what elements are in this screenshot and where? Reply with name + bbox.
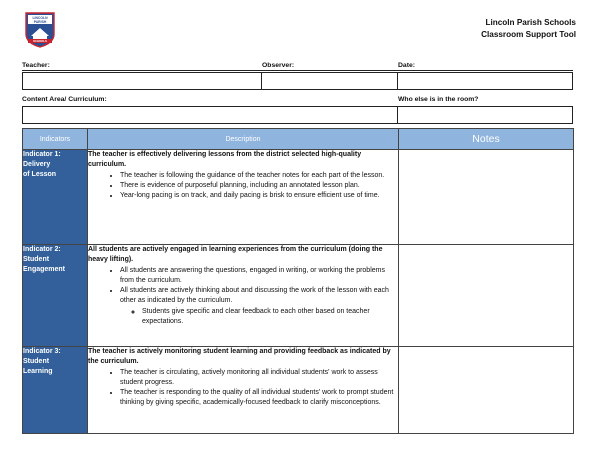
indicators-header: Indicators	[23, 129, 88, 150]
indicator-title-line: Student	[23, 358, 50, 366]
org-name: Lincoln Parish Schools	[485, 18, 576, 27]
teacher-label: Teacher:	[22, 62, 50, 69]
description-cell	[88, 245, 399, 347]
indicator-cell	[23, 150, 88, 245]
table-row	[23, 347, 574, 434]
table-header-row	[23, 129, 574, 150]
indicators-table	[22, 128, 574, 434]
indicator-number: Indicator 3:	[23, 348, 61, 355]
content-area-label: Content Area/ Curriculum:	[22, 96, 107, 103]
notes-cell[interactable]	[399, 245, 574, 347]
indicator-number: Indicator 1:	[23, 151, 61, 158]
description-cell	[88, 150, 399, 245]
observer-field[interactable]	[261, 72, 398, 90]
indicator-title-line: Student	[23, 256, 50, 264]
description-lead: All students are actively engaged in learning experiences from the curriculum (doing the heavy lifting).	[88, 246, 383, 264]
indicator-number: Indicator 2:	[23, 246, 61, 253]
observer-label: Observer:	[262, 62, 295, 69]
notes-cell[interactable]	[399, 150, 574, 245]
district-logo	[23, 12, 57, 48]
indicator-title-line: Delivery	[23, 161, 51, 169]
indicator-title-line: Engagement	[23, 266, 66, 274]
indicator-cell	[23, 347, 88, 434]
description-bullet: • The teacher is circulating, actively monitoring all individual students' work to assess student progress.	[120, 368, 398, 389]
notes-cell[interactable]	[399, 347, 574, 434]
indicator-cell	[23, 245, 88, 347]
who-else-field[interactable]	[397, 106, 573, 124]
description-bullets	[88, 171, 398, 202]
indicator-title-line: Learning	[23, 368, 53, 376]
notes-header: Notes	[399, 129, 574, 150]
description-bullet: • All students are answering the questions, engaged in writing, or working the problems from the curriculum.	[120, 266, 398, 287]
label-underline-1	[22, 70, 573, 71]
description-bullet: • The teacher is responding to the quality of all individual students' work to prompt student thinking by giving specific, academically-focused feedback to clarify misconceptions.	[120, 388, 398, 409]
description-cell	[88, 347, 399, 434]
logo-text-3: SCHOOLS	[33, 39, 47, 44]
logo-text-2: PARISH	[33, 20, 47, 24]
description-bullets	[88, 368, 398, 409]
description-subbullets	[120, 307, 398, 328]
description-bullet: • The teacher is following the guidance of the teacher notes for each part of the lesson.	[120, 171, 398, 181]
tool-name: Classroom Support Tool	[481, 30, 576, 39]
description-subbullet: ◦ Students give specific and clear feedback to each other based on teacher expectations.	[142, 307, 398, 328]
content-area-field[interactable]	[22, 106, 398, 124]
date-label: Date:	[398, 62, 415, 69]
description-bullet: • There is evidence of purposeful planning, including an annotated lesson plan.	[120, 181, 398, 191]
table-row	[23, 245, 574, 347]
description-bullet: • Year-long pacing is on track, and daily pacing is brisk to ensure efficient use of time.	[120, 191, 398, 201]
description-lead: The teacher is effectively delivering lessons from the district selected high-quality curriculum.	[88, 151, 362, 169]
header-title-block	[481, 17, 576, 41]
teacher-field[interactable]	[22, 72, 262, 90]
logo-text-1: LINCOLN	[32, 16, 48, 21]
description-bullet-text: All students are actively thinking about and discussing the work of the lesson with each other as indicated by the curriculum.	[120, 287, 389, 305]
description-lead: The teacher is actively monitoring student learning and providing feedback as indicated by the curriculum.	[88, 348, 391, 366]
table-row	[23, 150, 574, 245]
date-field[interactable]	[397, 72, 573, 90]
indicator-title-line: of Lesson	[23, 171, 57, 179]
description-bullets	[88, 266, 398, 328]
description-bullet	[120, 286, 398, 327]
description-header: Description	[88, 129, 399, 150]
who-else-label: Who else is in the room?	[398, 96, 479, 103]
